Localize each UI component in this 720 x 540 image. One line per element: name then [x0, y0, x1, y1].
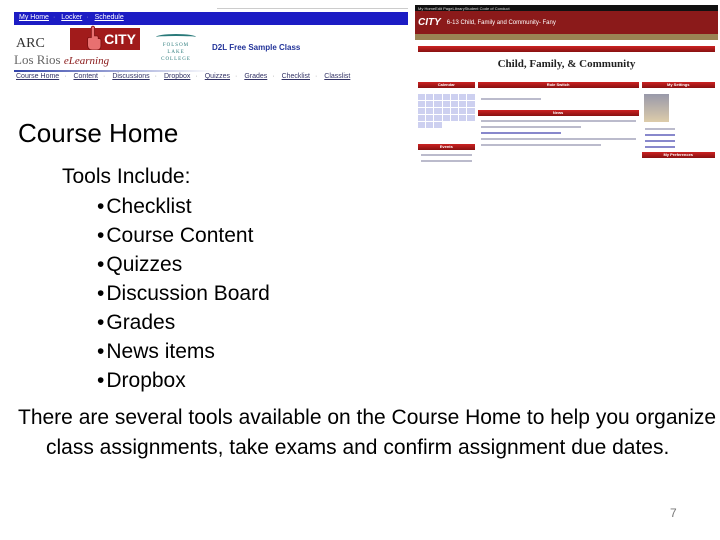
list-item: • Grades — [97, 308, 270, 337]
arc-logo: ARC — [16, 36, 45, 51]
nav-grades[interactable]: Grades — [244, 73, 268, 80]
course-nav-bar — [415, 34, 718, 40]
list-item: • Course Content — [97, 221, 270, 250]
tools-list — [97, 192, 270, 395]
divider — [14, 70, 214, 72]
d2l-screenshot — [12, 8, 408, 90]
list-item: • Quizzes — [97, 250, 270, 279]
page-heading: Child, Family, & Community — [497, 58, 636, 70]
nav-classlist[interactable]: Classlist — [324, 73, 351, 80]
list-item: • Discussion Board — [97, 279, 270, 308]
link-my-home[interactable]: My Home — [19, 14, 49, 21]
avatar — [644, 94, 669, 122]
nav-checklist[interactable]: Checklist — [281, 73, 310, 80]
widget-title: Role Switch — [478, 82, 639, 88]
calendar-widget — [418, 82, 475, 166]
announcement-bar — [418, 46, 715, 52]
city-logo: CITY — [70, 28, 140, 50]
top-link[interactable]: My Home — [418, 6, 436, 11]
list-item: • Dropbox — [97, 366, 270, 395]
link-schedule[interactable]: Schedule — [94, 14, 124, 21]
calendar-grid[interactable] — [418, 94, 475, 128]
los-rios-logo — [14, 52, 109, 68]
list-item: • News items — [97, 337, 270, 366]
widget-title: Calendar — [418, 82, 475, 88]
folsom-text: FOLSOM LAKE COLLEGE — [161, 43, 191, 62]
center-widgets — [478, 82, 639, 166]
list-item: • Checklist — [97, 192, 270, 221]
city-course-screenshot — [415, 5, 718, 187]
slide-title: Course Home — [18, 118, 179, 148]
widget-title: News — [478, 110, 639, 116]
separator: · — [52, 14, 56, 21]
nav-quizzes[interactable]: Quizzes — [204, 73, 231, 80]
pointer-hand-icon — [86, 25, 102, 50]
divider — [217, 8, 408, 9]
page-number: 7 — [670, 506, 677, 520]
class-name: D2L Free Sample Class — [212, 43, 301, 52]
nav-content[interactable]: Content — [73, 73, 99, 80]
course-nav: Course Home · Content · Discussions · Dropbox · Quizzes · Grades · Checklist · Classlist — [16, 73, 351, 80]
widget-title: My Settings — [642, 82, 716, 88]
course-header — [415, 11, 718, 34]
los-rios-text: Los Rios — [14, 52, 61, 67]
link-locker[interactable]: Locker — [61, 14, 83, 21]
nav-dropbox[interactable]: Dropbox — [163, 73, 191, 80]
top-link[interactable]: Library — [452, 6, 465, 11]
widget-title: My Preferences — [642, 152, 716, 158]
top-link[interactable]: Student Code of Conduct — [464, 6, 510, 11]
tools-heading: Tools Include: — [62, 165, 191, 188]
separator: · — [86, 14, 89, 21]
city-logo: CITY — [418, 17, 441, 28]
description: There are several tools available on the Course Home to help you organize class assignments, take exams and confirm assignment due dates. — [18, 406, 717, 459]
nav-discussions[interactable]: Discussions — [112, 73, 150, 80]
course-title: 6-13 Child, Family and Community- Fany — [446, 19, 556, 26]
top-link[interactable]: Edit Page — [435, 6, 453, 11]
nav-course-home[interactable]: Course Home — [16, 73, 60, 80]
settings-widget — [642, 82, 716, 166]
top-link-bar — [14, 12, 408, 25]
folsom-logo — [156, 34, 196, 63]
elearning-text: eLearning — [63, 55, 110, 67]
widget-title: Events — [418, 144, 475, 150]
